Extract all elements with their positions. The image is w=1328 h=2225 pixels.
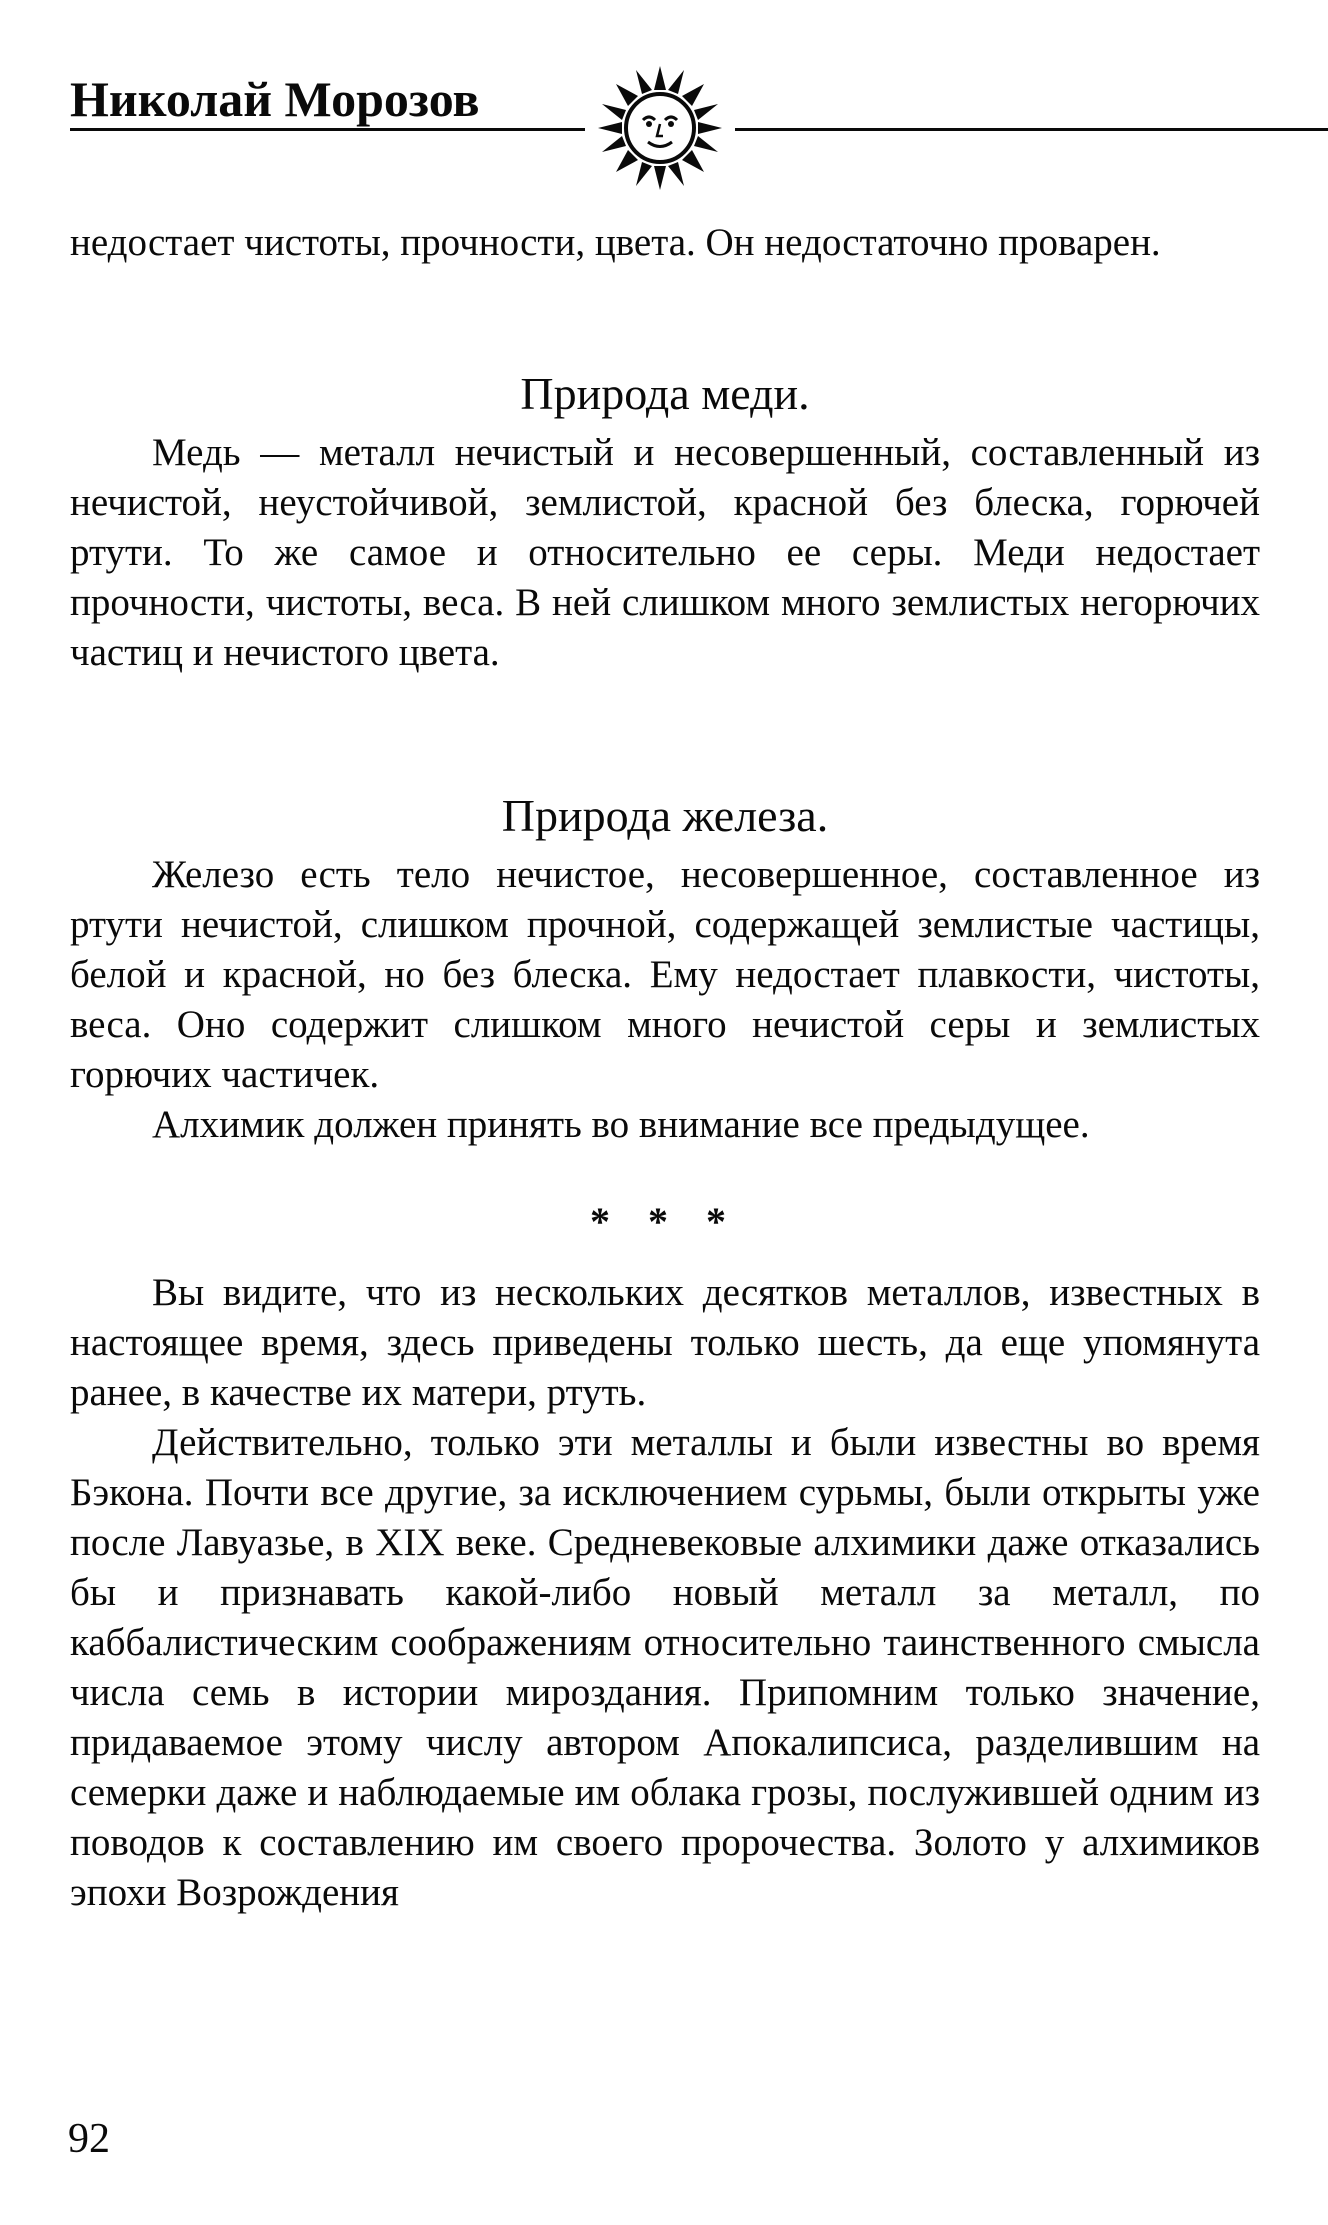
- page-number: 92: [68, 2116, 110, 2162]
- sun-face-ornament-icon: [588, 62, 733, 192]
- iron-paragraph-block: [70, 850, 1260, 1150]
- header-rule-right: [735, 128, 1328, 131]
- copper-paragraph-block: [70, 428, 1260, 678]
- copper-paragraph: Медь — металл нечистый и несовершенный, составленный из нечистой, неустойчивой, землистой, красной без блеска, горючей ртути. То же самое и относительно ее серы. Меди недостает прочности, чистоты, веса. В ней слишком много землистых негорючих частиц и нечистого цвета.: [70, 431, 1260, 674]
- section-separator: * * *: [590, 1199, 740, 1244]
- running-header: [70, 62, 1260, 192]
- iron-heading: Природа железа.: [501, 790, 829, 841]
- iron-paragraph-2: Алхимик должен принять во внимание все предыдущее.: [152, 1103, 1090, 1146]
- metals-paragraph: Вы видите, что из нескольких десятков металлов, известных в настоящее время, здесь приведены только шесть, да еще упомянута ранее, в качестве их матери, ртуть.: [70, 1271, 1260, 1414]
- intro-paragraph: недостает чистоты, прочности, цвета. Он недостаточно проварен.: [70, 221, 1161, 264]
- metals-paragraph-block: [70, 1268, 1260, 1918]
- iron-paragraph: Железо есть тело нечистое, несовершенное, составленное из ртути нечистой, слишком прочной, содержащей землистые частицы, белой и красной, но без блеска. Ему недостает плавкости, чистоты, веса. Оно содержит слишком много нечистой серы и землистых горючих частичек.: [70, 853, 1260, 1096]
- intro-paragraph-block: [70, 218, 1260, 268]
- header-rule-left: [70, 128, 585, 131]
- bacon-paragraph: Действительно, только эти металлы и были известны во время Бэкона. Почти все другие, за исключением сурьмы, были открыты уже после Лавуазье, в XIX веке. Средневековые алхимики даже отказались бы и признавать какой-либо новый металл за металл, по каббалистическим соображениям относительно таинственного смысла числа семь в истории мироздания. Припомним только значение, придаваемое этому числу автором Апокалипсиса, разделившим на семерки даже и наблюдаемые им облака грозы, послужившей одним из поводов к составлению им своего пророчества. Золото у алхимиков эпохи Возрождения: [70, 1421, 1260, 1914]
- author-name: Николай Морозов: [70, 71, 480, 127]
- copper-heading: Природа меди.: [520, 368, 810, 419]
